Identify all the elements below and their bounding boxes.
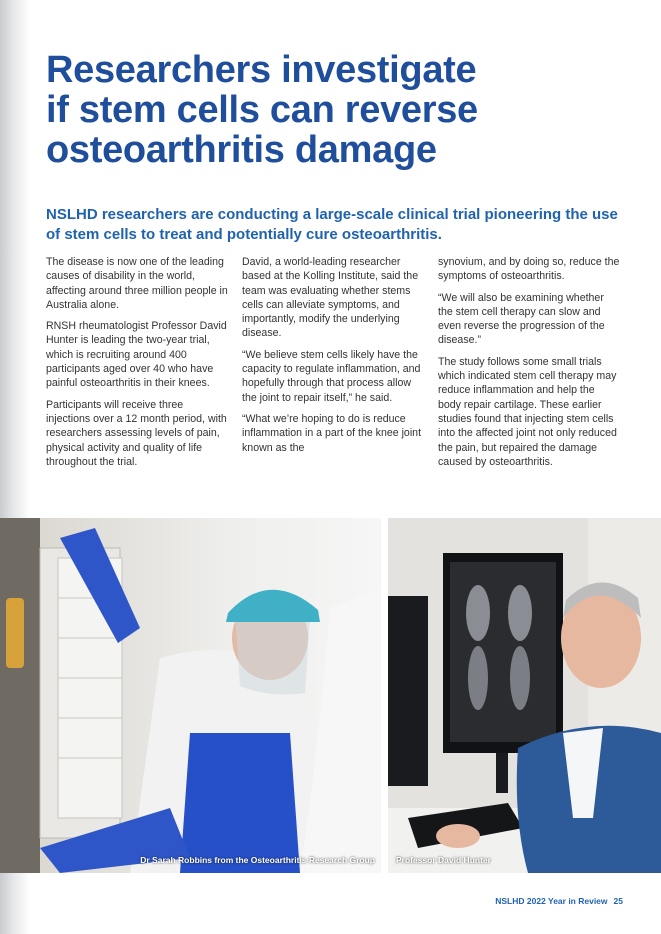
article-title (46, 50, 606, 170)
footer-publication: NSLHD 2022 Year in Review (495, 896, 608, 906)
article-subtitle: NSLHD researchers are conducting a large-scale clinical trial pioneering the use of stem cells to treat and potentially cure osteoarthritis. (46, 206, 618, 243)
paragraph: “We will also be examining whether the stem cell therapy can slow and even reverse the progression of the disease.” (438, 291, 605, 347)
photo-professor-hunter (388, 518, 661, 873)
paragraph: The study follows some small trials which indicated stem cell therapy may reduce inflammation and help the body repair cartilage. These earlier studies found that injecting stem cells into the affected joint not only reduced the pain, but repaired the damage caused by osteoarthritis. (438, 355, 617, 468)
paragraph: David, a world-leading researcher based at the Kolling Institute, said the team was evaluating whether stems cells can alleviate symptoms, and importantly, modify the underlying disease. (242, 256, 419, 340)
text-column-2 (242, 255, 424, 462)
photo-researcher-lab (0, 518, 381, 873)
page-footer (495, 896, 623, 906)
photo-caption-right: Professor David Hunter (396, 855, 491, 865)
text-column-3 (438, 255, 620, 476)
paragraph: Participants will receive three injections over a 12 month period, with researchers assessing levels of pain, physical activity and quality of life throughout the trial. (46, 398, 227, 468)
paragraph: “We believe stem cells likely have the capacity to regulate inflammation, and hopefully through that process allow the joint to repair itself,” he said. (242, 348, 421, 404)
paragraph: “What we’re hoping to do is reduce inflammation in a part of the knee joint known as the (242, 412, 422, 454)
paragraph: RNSH rheumatologist Professor David Hunter is leading the two-year trial, which is recruiting around 400 participants aged over 40 who have painful osteoarthritis in their knees. (46, 320, 227, 390)
photo-caption-left: Dr Sarah Robbins from the Osteoarthritis Research Group (140, 855, 375, 865)
paragraph: synovium, and by doing so, reduce the symptoms of osteoarthritis. (438, 256, 620, 283)
text-column-1 (46, 255, 228, 476)
title-line: osteoarthritis damage (46, 129, 437, 171)
title-line: Researchers investigate (46, 49, 477, 91)
paragraph: The disease is now one of the leading causes of disability in the world, affecting around three million people in Australia alone. (46, 256, 228, 311)
page-number: 25 (613, 896, 623, 906)
title-line: if stem cells can reverse (46, 89, 478, 131)
